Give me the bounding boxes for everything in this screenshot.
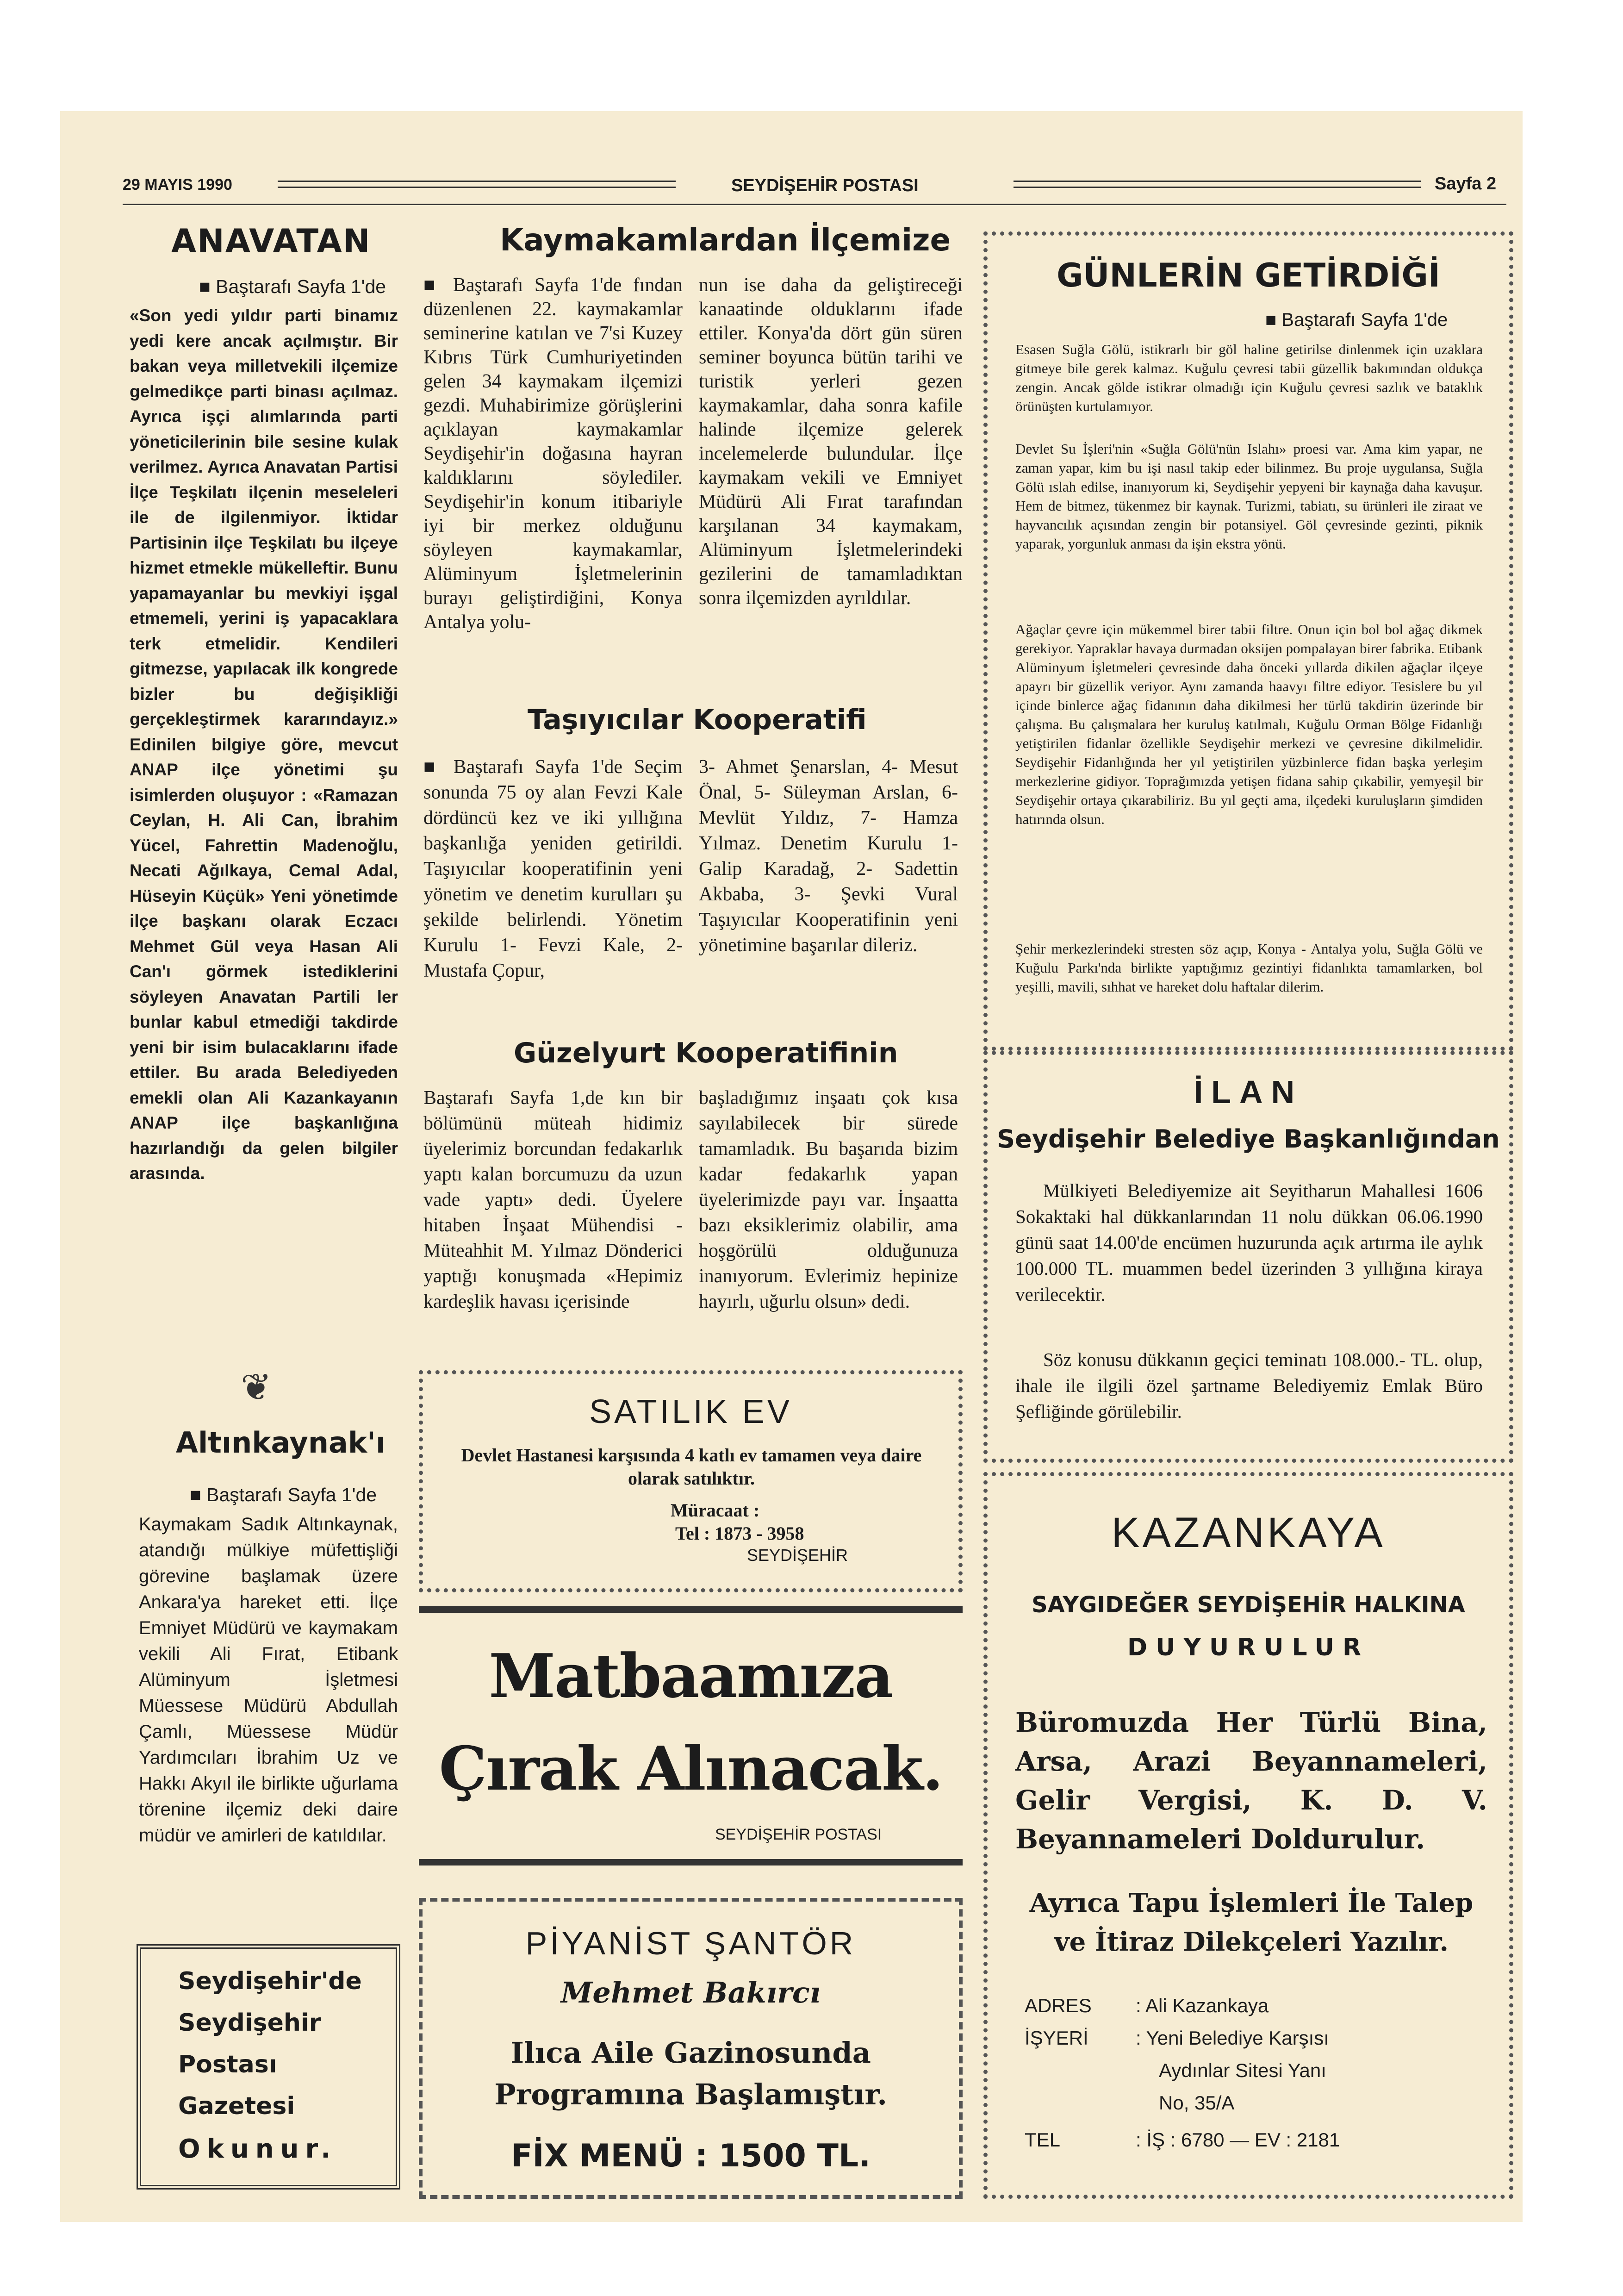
altinkaynak-body: Kaymakam Sadık Altınkaynak, atandığı mülkiye müfettişliği görevine başlamak üzere Ankara'ya hareket etti. İlçe Emniyet Müdürü ve kaymakam vekili Ali Fırat, Etibank Alüminyum İşletmesi Müessese Müdürü Abdullah Çamlı, Müessese Müdür Yardımcıları İbrahim Uz ve Hakkı Akyıl ile birlikte uğurlama törenine ilçemiz deki daire müdür ve amirleri de katıldılar. <box>139 1514 398 1846</box>
kazankaya-work-line2: Aydınlar Sitesi Yanı <box>1159 2059 1326 2081</box>
piyanist-name: Mehmet Bakırcı <box>560 1976 821 2009</box>
ilan-box <box>983 1051 1513 1463</box>
piyanist-title: PİYANİST ŞANTÖR <box>525 1925 856 1961</box>
promo-line-3: Postası <box>178 2051 277 2078</box>
kazankaya-work-label: İŞYERİ <box>1025 2027 1088 2049</box>
satilik-contact: Müracaat : <box>671 1500 760 1521</box>
kazankaya-tel-value: : İŞ : 6780 — EV : 2181 <box>1136 2129 1340 2151</box>
gunlerin-lead: ■ Baştarafı Sayfa 1'de <box>1265 310 1448 330</box>
altinkaynak-title: Altınkaynak'ı <box>176 1426 386 1460</box>
kazankaya-address-label: ADRES <box>1025 1995 1092 2016</box>
guzelyurt-title: Güzelyurt Kooperatifinin <box>514 1037 898 1069</box>
header-paper-name: SEYDİŞEHİR POSTASI <box>731 176 919 195</box>
satilik-box <box>419 1370 963 1592</box>
header-rule-left <box>278 181 676 188</box>
ilan-subtitle: Seydişehir Belediye Başkanlığından <box>997 1124 1500 1154</box>
ilan-p1: Mülkiyeti Belediyemize ait Seyitharun Mahallesi 1606 Sokaktaki hal dükkanlarından 11 nolu dükkan 06.06.1990 günü saat 14.00'de encümen huzurunda açık artırma ile aylık 100.000 TL. muammen bedel üzerinden 3 yıllığına kiraya verilecektir. <box>1015 1180 1483 1305</box>
guzelyurt-col2: başladığımız inşaatı çok kısa sayılabilecek bir sürede tamamladık. Bu başarıda bizim kadar fedakarlık yapan üyelerimizde payı var. İnşaatta bazı eksiklerimiz olabilir, ama hoşgörülü olduğunuza inanıyorum. Evlerimiz hepinize hayırlı, uğurlu olsun» dedi. <box>699 1087 958 1312</box>
anavatan-title: ANAVATAN <box>171 222 371 260</box>
header-page-number: Sayfa 2 <box>1435 174 1497 193</box>
gunlerin-p2: Devlet Su İşleri'nin «Suğla Gölü'nün Islahı» proesi var. Ama kim yapar, ne zaman yapar, kim bu işi nasıl takip eder bilinmez. Bu proje uygulansa, Suğla Gölü ıslah edilse, inanıyorum ki, Seydişehir yepyeni bir kaynağa daha kavuşur. Hem de bitmez, tükenmez bir kaynak. Turizmi, tabiatı, su ürünleri ile ziraat ve hayvancılık açısından zengin bir potansiyel. Göl çevresinde gezinti, piknik yaparak, yorgunluk anması da işin ekstra yönü. <box>1015 441 1483 552</box>
gunlerin-p3: Ağaçlar çevre için mükemmel birer tabii filtre. Onun için bol bol ağaç dikmek gerekiyor. Yapraklar havaya durmadan oksijen pompalayan birer fabrika. Etibank Alüminyum İşletmeleri çevresinde daha önceki yıllarda dikilen ağaçlar ilçeye apayrı bir güzellik veriyor. Aynı zamanda haavyı filtre ediyor. Tesislere bu yıl içinde binlerce ağaç fidanının daha dikilmesi her türlü takdirin üzerinde bir çalışma. Bu çalışmalara her kuruluş katılmalı, Kuğulu Orman Bölge Fidanlığı yetiştirilen fidanlar özellikle Seydişehir merkezi ve çevresine dikilmelidir. Seydişehir Fidanlığında her yıl yetiştirilen yüzbinlerce fidan başka yerleşim merkezlerine gidiyor. Toprağımızda yetişen fidana sahip çıkabilir, yemyeşil bir Seydişehir ortaya çıkarabiliriz. Bu yıl geçti ama, ilçedeki kuruluşların şimdiden hatırında olsun. <box>1015 621 1483 827</box>
promo-line-4: Gazetesi <box>178 2092 295 2120</box>
kazankaya-address-value: : Ali Kazankaya <box>1136 1995 1269 2016</box>
kaymakamlar-col2: nun ise daha da geliştireceği kanaatinde olduklarını ifade ettiler. Konya'da dört gün süren seminer boyunca bütün tarihi ve turistik yerleri gezen kaymakamlar, daha sonra kafile halinde ilçemize gelerek incelemelerde bulundular. İlçe kaymakam vekili ve Emniyet Müdürü Ali Fırat tarafından karşılanan 34 kaymakam, Alüminyum İşletmelerindeki gezilerini de tamamladıktan sonra ilçemizden ayrıldılar. <box>699 275 963 609</box>
kazankaya-tel-label: TEL <box>1025 2129 1061 2151</box>
header-date: 29 MAYIS 1990 <box>123 176 232 193</box>
kazankaya-box <box>983 1472 1513 2199</box>
kazankaya-title: KAZANKAYA <box>1111 1509 1386 1556</box>
kazankaya-sub1: SAYGIDEĞER SEYDİŞEHİR HALKINA <box>1032 1592 1465 1618</box>
satilik-sign: SEYDİŞEHİR <box>747 1546 848 1565</box>
gunlerin-p4: Şehir merkezlerindeki stresten söz açıp, Konya - Antalya yolu, Suğla Gölü ve Kuğulu Parkı'nda birlikte yaptığımız gezintiyi fidanlıkta tamamlarken, bol yeşilli, mavili, sıhhat ve hareket dolu haftalar dilerim. <box>1015 941 1483 995</box>
tasiyicilar-title: Taşıyıcılar Kooperatifi <box>528 704 867 736</box>
satilik-title: SATILIK EV <box>589 1393 792 1430</box>
tasiyicilar-col2: 3- Ahmet Şenarslan, 4- Mesut Önal, 5- Süleyman Arslan, 6- Mevlüt Yıldız, 7- Hamza Yılmaz. Denetim Kurulu 1- Galip Karadağ, 2- Sadettin Akbaba, 3- Şevki Vural Taşıyıcılar Kooperatifinin yeni yönetimine başarılar dileriz. <box>699 756 958 956</box>
matbaa-sign: SEYDİŞEHİR POSTASI <box>715 1826 882 1843</box>
matbaa-line1: Matbaamıza <box>489 1641 893 1711</box>
kaymakamlar-col1: ■ Baştarafı Sayfa 1'de fından düzenlenen 22. kaymakamlar seminerine katılan ve 7'si Kuzey Kıbrıs Türk Cumhuriyetinden gelen 34 kaymakam ilçemizi gezdi. Muhabirimize görüşlerini açıklayan kaymakamlar Seydişehir'in doğasına hayran kaldıklarını söylediler. Seydişehir'in konum itibariyle iyi bir merkez olduğunu söyleyen kaymakamlar, Alüminyum İşletmelerinin burayı geliştirdiğini, Konya Antalya yolu- <box>423 275 683 633</box>
guzelyurt-col1: Baştarafı Sayfa 1,de kın bir bölümünü müteah hidimiz üyelerimiz borcundan fedakarlık yaptı kalan borcumuzu da uzun vade yaptı» dedi. Üyelere hitaben İnşaat Mühendisi - Müteahhit M. Yılmaz Dönderici yaptığı konuşmada «Hepimiz kardeşlik havası içerisinde <box>423 1087 683 1312</box>
gunlerin-p1: Esasen Suğla Gölü, istikrarlı bir göl haline getirilse dinlenmek için uzaklara gitmeye bile gerek kalmaz. Kuğulu çevresi tabii güzellik bakımından oldukça zengin. Ancak gölde istikrar olmadığı için Kuğulu çevresi sazlık ve bataklık örünüşten kurtulamıyor. <box>1015 341 1483 414</box>
tasiyicilar-col1: ■ Baştarafı Sayfa 1'de Seçim sonunda 75 oy alan Fevzi Kale dördüncü kez ve iki yıllığına başkanlığa yeniden getirildi. Taşıyıcılar kooperatifinin yeni yönetim ve denetim kurulları şu şekilde belirlendi. Yönetim Kurulu 1- Fevzi Kale, 2- Mustafa Çopur, <box>423 756 683 981</box>
piyanist-line1: Ilıca Aile Gazinosunda <box>510 2036 871 2070</box>
satilik-body: Devlet Hastanesi karşısında 4 katlı ev tamamen veya daire olarak satılıktır. <box>461 1445 922 1489</box>
anavatan-body: «Son yedi yıldır parti binamız yedi kere ancak açılmıştır. Bir bakan veya milletvekili ilçemize gelmedikçe parti binası açılmaz. Ayrıca işçi alımlarında parti yöneticilerinin bile sesine kulak verilmez. Ayrıca Anavatan Partisi İlçe Teşkilatı ilçenin meseleleri ile de ilgilenmiyor. İktidar Partisinin ilçe Teşkilatı bu ilçeye hizmet etmekle mükelleftir. Bunu yapamayanlar bu mevkiyi işgal etmemeli, yerini iş yapacaklara terk etmelidir. Kendileri gitmezse, yapılacak ilk kongrede bizler bu değişikliği gerçekleştirmek kararındayız.» Edinilen bilgiye göre, mevcut ANAP ilçe yönetimi şu isimlerden oluşuyor : «Ramazan Ceylan, H. Ali Can, İbrahim Yücel, Fahrettin Madenoğlu, Necati Ağılkaya, Cemal Adal, Hüseyin Küçük» Yeni yönetimde ilçe başkanı olarak Eczacı Mehmet Gül veya Hasan Ali Can'ı görmek istediklerini söyleyen Anavatan Partili ler bunlar kabul etmediği takdirde yeni bir isim bulacaklarını ifade ettiler. Bu arada Belediyeden emekli olan Ali Kazankayanın ANAP ilçe başkanlığına hazırlandığı da gelen bilgiler arasında. <box>130 306 398 1183</box>
kazankaya-sub2: DUYURULUR <box>1127 1634 1370 1661</box>
ilan-p2: Söz konusu dükkanın geçici teminatı 108.000.- TL. olup, ihale ile ilgili özel şartname Belediyemiz Emlak Büro Şefliğinde görülebilir. <box>1015 1349 1483 1422</box>
header-rule-right <box>1014 181 1421 188</box>
promo-line-2: Seydişehir <box>178 2009 321 2037</box>
piyanist-price: FİX MENÜ : 1500 TL. <box>510 2138 871 2174</box>
promo-box <box>137 1944 400 2190</box>
matbaa-box <box>419 1606 963 1866</box>
gunlerin-box <box>983 231 1513 1051</box>
promo-line-1: Seydişehir'de <box>178 1967 362 1995</box>
ornament-icon: ❦ <box>241 1367 272 1408</box>
header-underline <box>123 204 1506 205</box>
kazankaya-body2: Ayrıca Tapu İşlemleri İle Talep ve İtiraz Dilekçeleri Yazılır. <box>1029 1888 1474 1957</box>
promo-line-5: Okunur. <box>178 2134 337 2164</box>
satilik-tel: Tel : 1873 - 3958 <box>675 1523 804 1544</box>
piyanist-box <box>419 1898 963 2199</box>
ilan-title: İLAN <box>1194 1074 1303 1110</box>
altinkaynak-lead: ■ Baştarafı Sayfa 1'de <box>190 1484 377 1505</box>
gunlerin-title: GÜNLERİN GETİRDİĞİ <box>1057 256 1440 294</box>
kaymakamlar-title: Kaymakamlardan İlçemize <box>500 222 951 258</box>
matbaa-line2: Çırak Alınacak. <box>439 1733 943 1804</box>
kazankaya-work-value: : Yeni Belediye Karşısı <box>1136 2027 1329 2049</box>
kazankaya-work-line3: No, 35/A <box>1159 2092 1235 2114</box>
piyanist-line2: Programına Başlamıştır. <box>494 2078 887 2111</box>
anavatan-lead: ■ Baştarafı Sayfa 1'de <box>199 276 386 297</box>
kazankaya-body1: Büromuzda Her Türlü Bina, Arsa, Arazi Beyannameleri, Gelir Vergisi, K. D. V. Beyannameleri Doldurulur. <box>1015 1707 1487 1855</box>
